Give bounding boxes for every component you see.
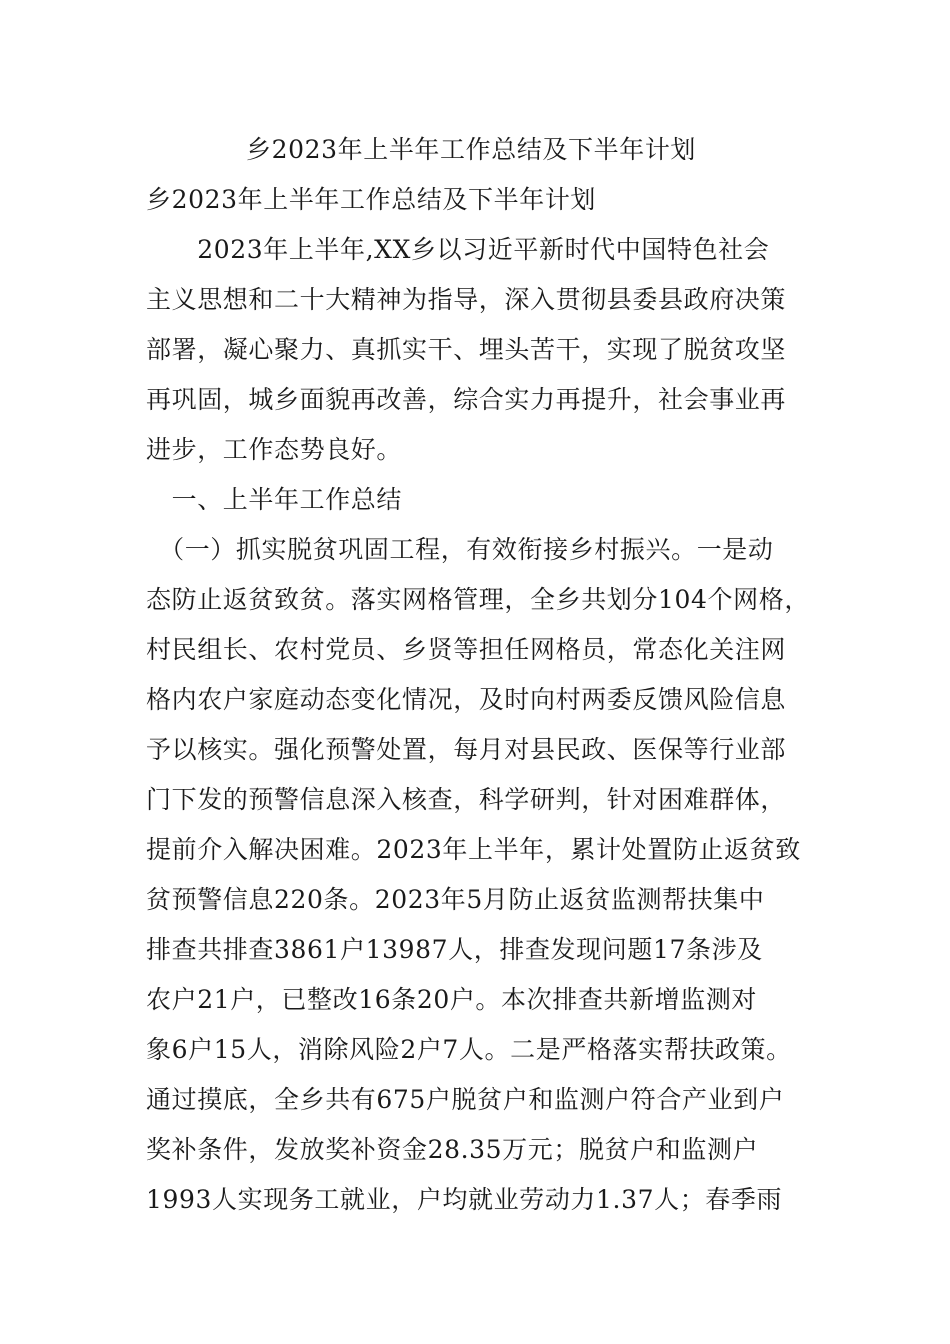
paragraph-line: 再巩固，城乡面貌再改善，综合实力再提升，社会事业再 — [146, 385, 787, 414]
paragraph-line: 2023年上半年,XX乡以习近平新时代中国特色社会 — [146, 235, 770, 264]
paragraph-line: 贫预警信息220条。2023年5月防止返贫监测帮扶集中 — [146, 885, 765, 914]
document-title: 乡2023年上半年工作总结及下半年计划 — [246, 135, 697, 164]
paragraph-line: 奖补条件，发放奖补资金28.35万元；脱贫户和监测户 — [146, 1135, 759, 1164]
paragraph-line: 门下发的预警信息深入核查，科学研判，针对困难群体， — [146, 785, 787, 814]
paragraph-line: （一）抓实脱贫巩固工程，有效衔接乡村振兴。一是动 — [146, 535, 774, 564]
paragraph-line: 象6户15人，消除风险2户7人。二是严格落实帮扶政策。 — [146, 1035, 792, 1064]
paragraph-line: 予以核实。强化预警处置，每月对县民政、医保等行业部 — [146, 735, 787, 764]
paragraph-line: 通过摸底，全乡共有675户脱贫户和监测户符合产业到户 — [146, 1085, 785, 1114]
paragraph-line: 态防止返贫致贫。落实网格管理，全乡共划分104个网格， — [146, 585, 810, 614]
document-subtitle: 乡2023年上半年工作总结及下半年计划 — [146, 185, 597, 214]
paragraph-line: 部署，凝心聚力、真抓实干、埋头苦干，实现了脱贫攻坚 — [146, 335, 787, 364]
paragraph-line: 提前介入解决困难。2023年上半年，累计处置防止返贫致 — [146, 835, 801, 864]
paragraph-line: 农户21户，已整改16条20户。本次排查共新增监测对 — [146, 985, 758, 1014]
paragraph-line: 村民组长、农村党员、乡贤等担任网格员，常态化关注网 — [146, 635, 787, 664]
paragraph-line: 1993人实现务工就业，户均就业劳动力1.37人；春季雨 — [146, 1185, 783, 1214]
paragraph-line: 进步，工作态势良好。 — [146, 435, 403, 464]
paragraph-line: 主义思想和二十大精神为指导，深入贯彻县委县政府决策 — [146, 285, 787, 314]
section-heading: 一、上半年工作总结 — [146, 485, 403, 514]
paragraph-line: 排查共排查3861户13987人，排查发现问题17条涉及 — [146, 935, 763, 964]
paragraph-line: 格内农户家庭动态变化情况，及时向村两委反馈风险信息 — [146, 685, 787, 714]
